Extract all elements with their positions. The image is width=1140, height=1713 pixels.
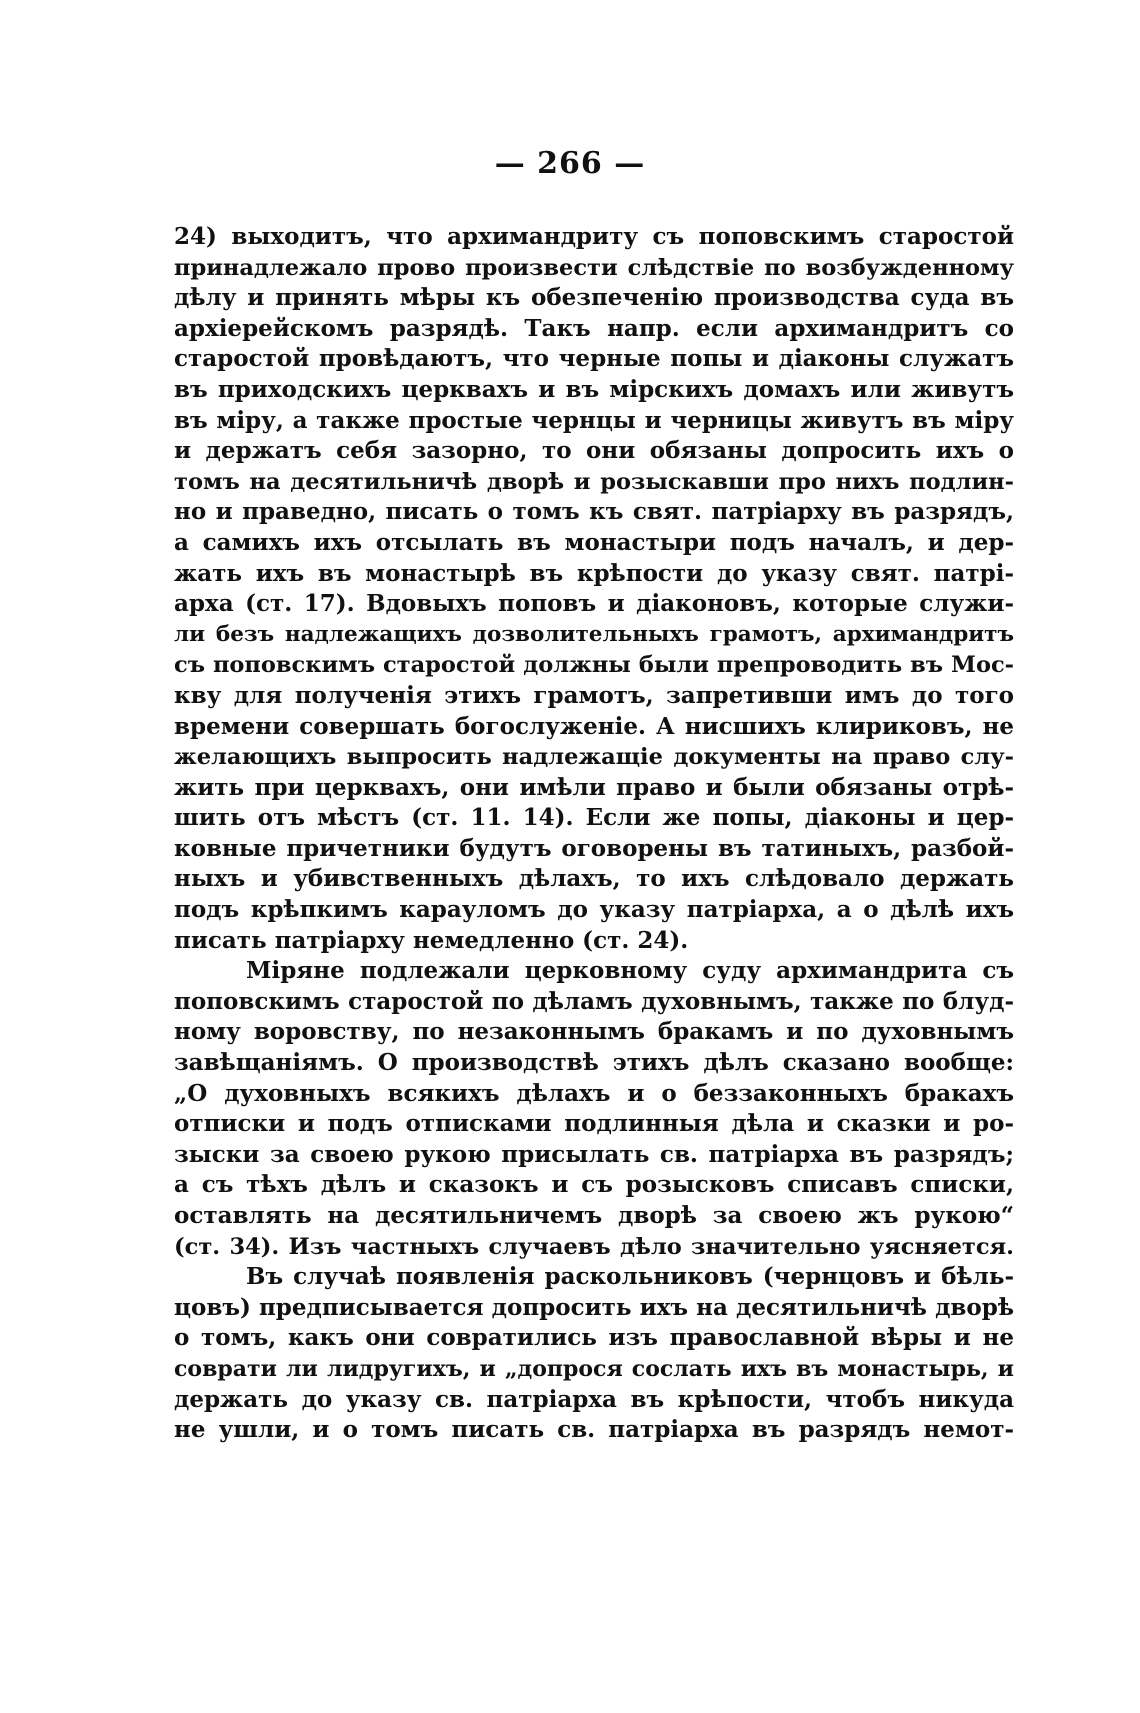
text-line: принадлежало прово произвести слѣдствіе по возбужденному [174,254,1014,281]
text-line: ковные причетники будутъ оговорены въ татиныхъ, разбой- [174,834,1014,862]
text-line: арха (ст. 17). Вдовыхъ поповъ и діаконовъ, которые служи- [174,590,1014,618]
text-line: съ поповскимъ старостой должны были препроводить въ Мос- [174,652,1014,679]
text-line: зыски за своею рукою присылать св. патріарха въ разрядъ; [174,1140,1014,1168]
page-number: — 266 — [494,146,646,181]
text-line: отписки и подъ отписками подлинныя дѣла и сказки и ро- [174,1110,1014,1138]
text-line: Міряне подлежали церковному суду архимандрита съ [246,957,1014,985]
text-line: не ушли, и о томъ писать св. патріарха въ разрядъ немот- [174,1416,1014,1444]
text-line: дѣлу и принять мѣры къ обезпеченію производства суда въ [174,284,1014,312]
text-line: о томъ, какъ они совратились изъ православной вѣры и не [174,1324,1014,1352]
text-line: жить при церквахъ, они имѣли право и были обязаны отрѣ- [174,773,1014,801]
text-line: цовъ) предписывается допросить ихъ на десятильничѣ дворѣ [174,1293,1014,1321]
text-line: томъ на десятильничѣ дворѣ и розыскавши про нихъ подлин- [174,468,1014,495]
text-line: кву для полученія этихъ грамотъ, запретивши имъ до того [174,681,1014,709]
text-line: ныхъ и убивственныхъ дѣлахъ, то ихъ слѣдовало держать [174,865,1014,893]
text-line: 24) выходитъ, что архимандриту съ поповскимъ старостой [174,223,1014,250]
text-line: (ст. 34). Изъ частныхъ случаевъ дѣло значительно уясняется. [174,1233,1014,1260]
text-line: времени совершать богослуженіе. А нисшихъ клириковъ, не [174,712,1014,740]
text-line: соврати ли лидругихъ, и „допрося сослать ихъ въ монастырь, и [174,1355,1014,1382]
text-line: шить отъ мѣстъ (ст. 11. 14). Если же попы, діаконы и цер- [174,804,1014,832]
text-line: старостой провѣдаютъ, что черные попы и діаконы служатъ [174,345,1014,373]
text-line: а самихъ ихъ отсылать въ монастыри подъ началъ, и дер- [174,528,1014,556]
text-line: и держатъ себя зазорно, то они обязаны допросить ихъ о [174,437,1014,465]
text-line: а съ тѣхъ дѣлъ и сказокъ и съ розысковъ списавъ списки, [174,1171,1014,1199]
text-line: подъ крѣпкимъ карауломъ до указу патріарха, а о дѣлѣ ихъ [174,896,1014,924]
text-line: въ приходскихъ церквахъ и въ мірскихъ домахъ или живутъ [174,375,1014,403]
text-line: въ міру, а также простые чернцы и черницы живутъ въ міру [174,406,1014,434]
body-text [174,222,1014,1446]
text-line: но и праведно, писать о томъ къ свят. патріарху въ разрядъ, [174,498,1014,526]
text-line: ли безъ надлежащихъ дозволительныхъ грамотъ, архимандритъ [174,621,1014,647]
text-line: Въ случаѣ появленія раскольниковъ (чернцовъ и бѣль- [246,1263,1014,1291]
text-line: жать ихъ въ монастырѣ въ крѣпости до указу свят. патрі- [174,559,1014,587]
text-line: желающихъ выпросить надлежащіе документы на право слу- [174,744,1014,771]
text-line: ному воровству, по незаконнымъ бракамъ и по духовнымъ [174,1018,1014,1046]
text-line: поповскимъ старостой по дѣламъ духовнымъ, также по блуд- [174,987,1014,1015]
text-line: оставлять на десятильничемъ дворѣ за своею жъ рукою“ [174,1202,1014,1229]
text-line: завѣщаніямъ. О производствѣ этихъ дѣлъ сказано вообще: [174,1049,1014,1077]
text-line: держать до указу св. патріарха въ крѣпости, чтобъ никуда [174,1385,1014,1413]
text-line: „О духовныхъ всякихъ дѣлахъ и о беззаконныхъ бракахъ [174,1079,1014,1107]
text-line: архіерейскомъ разрядѣ. Такъ напр. если архимандритъ со [174,314,1014,342]
text-line: писать патріарху немедленно (ст. 24). [174,926,689,954]
